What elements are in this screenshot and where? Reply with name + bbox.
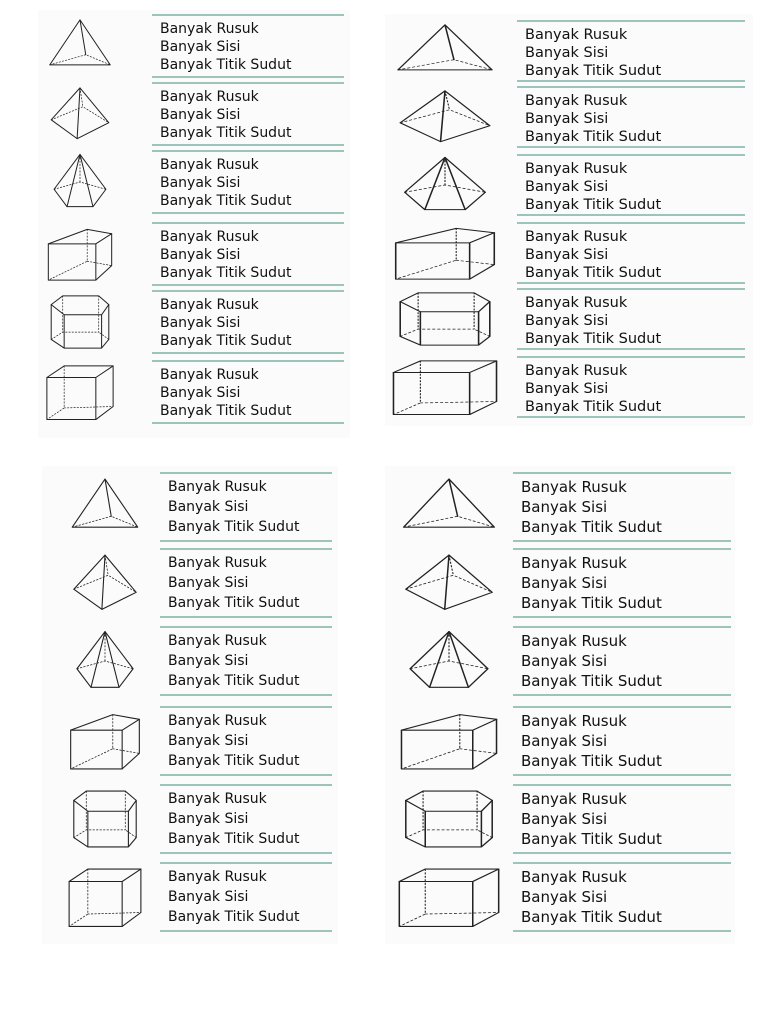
label-vertices: Banyak Titik Sudut	[160, 333, 292, 349]
label-vertices: Banyak Titik Sudut	[160, 125, 292, 141]
triangular-pyramid-drawing	[389, 22, 501, 80]
label-faces: Banyak Sisi	[525, 179, 609, 195]
worksheet-row	[38, 222, 350, 286]
pentagonal-prism-drawing	[395, 788, 503, 850]
label-vertices: Banyak Titik Sudut	[160, 265, 292, 281]
label-faces: Banyak Sisi	[525, 313, 609, 329]
label-edges: Banyak Rusuk	[525, 363, 628, 379]
label-vertices: Banyak Titik Sudut	[160, 193, 292, 209]
pentagonal-prism-drawing	[66, 788, 144, 850]
worksheet-row	[38, 290, 350, 354]
worksheet-row	[38, 150, 350, 214]
label-edges: Banyak Rusuk	[160, 229, 259, 245]
square-pyramid-drawing	[395, 552, 503, 614]
property-card	[152, 82, 344, 146]
panel-top-right	[385, 14, 753, 426]
label-vertices: Banyak Titik Sudut	[521, 672, 662, 690]
label-faces: Banyak Sisi	[160, 315, 241, 331]
property-card	[160, 784, 332, 854]
property-card	[152, 150, 344, 214]
worksheet-row	[385, 862, 735, 932]
panel-top-left	[38, 10, 350, 438]
worksheet-row	[385, 222, 753, 284]
label-faces: Banyak Sisi	[160, 385, 241, 401]
label-edges: Banyak Rusuk	[160, 367, 259, 383]
label-vertices: Banyak Titik Sudut	[525, 197, 662, 213]
triangular-prism-drawing	[389, 224, 501, 282]
property-card	[517, 154, 745, 216]
property-card	[152, 14, 344, 78]
label-faces: Banyak Sisi	[521, 574, 608, 592]
label-faces: Banyak Sisi	[160, 175, 241, 191]
label-edges: Banyak Rusuk	[525, 27, 628, 43]
square-pyramid-drawing	[66, 552, 144, 614]
label-edges: Banyak Rusuk	[525, 229, 628, 245]
label-edges: Banyak Rusuk	[168, 479, 267, 495]
label-vertices: Banyak Titik Sudut	[168, 595, 300, 611]
panel-bottom-left	[42, 466, 338, 944]
label-faces: Banyak Sisi	[160, 247, 241, 263]
label-edges: Banyak Rusuk	[521, 554, 627, 572]
property-card	[160, 862, 332, 932]
cuboid-drawing	[44, 363, 116, 421]
triangular-prism-drawing	[44, 225, 116, 283]
label-vertices: Banyak Titik Sudut	[168, 673, 300, 689]
label-edges: Banyak Rusuk	[168, 633, 267, 649]
property-card	[160, 626, 332, 696]
pentagonal-prism-drawing	[389, 290, 501, 348]
pentagonal-pyramid-drawing	[66, 630, 144, 692]
property-card	[513, 626, 731, 696]
pentagonal-pyramid-drawing	[44, 153, 116, 211]
label-vertices: Banyak Titik Sudut	[521, 752, 662, 770]
label-faces: Banyak Sisi	[521, 498, 608, 516]
property-card	[152, 222, 344, 286]
property-card	[517, 222, 745, 284]
pentagonal-pyramid-drawing	[395, 630, 503, 692]
label-edges: Banyak Rusuk	[160, 157, 259, 173]
triangular-prism-drawing	[395, 710, 503, 772]
worksheet-row	[385, 288, 753, 350]
label-faces: Banyak Sisi	[168, 733, 249, 749]
panel-bottom-right	[385, 466, 735, 944]
cuboid-drawing	[66, 866, 144, 928]
pentagonal-pyramid-drawing	[389, 156, 501, 214]
label-vertices: Banyak Titik Sudut	[525, 63, 662, 79]
label-edges: Banyak Rusuk	[168, 555, 267, 571]
label-edges: Banyak Rusuk	[525, 93, 628, 109]
label-vertices: Banyak Titik Sudut	[168, 909, 300, 925]
property-card	[152, 290, 344, 354]
worksheet-row	[42, 548, 338, 618]
property-card	[513, 862, 731, 932]
worksheet-row	[42, 706, 338, 776]
property-card	[513, 706, 731, 776]
label-faces: Banyak Sisi	[525, 45, 609, 61]
label-vertices: Banyak Titik Sudut	[160, 403, 292, 419]
worksheet-row	[385, 784, 735, 854]
label-vertices: Banyak Titik Sudut	[160, 57, 292, 73]
label-faces: Banyak Sisi	[168, 811, 249, 827]
worksheet-row	[38, 14, 350, 78]
label-edges: Banyak Rusuk	[168, 869, 267, 885]
property-card	[517, 288, 745, 350]
label-faces: Banyak Sisi	[525, 247, 609, 263]
worksheet-row	[42, 626, 338, 696]
label-edges: Banyak Rusuk	[168, 791, 267, 807]
label-faces: Banyak Sisi	[521, 732, 608, 750]
worksheet-row	[385, 472, 735, 542]
property-card	[513, 784, 731, 854]
square-pyramid-drawing	[389, 88, 501, 146]
worksheet-row	[385, 356, 753, 418]
label-faces: Banyak Sisi	[160, 107, 241, 123]
label-edges: Banyak Rusuk	[160, 89, 259, 105]
label-vertices: Banyak Titik Sudut	[525, 265, 662, 281]
property-card	[517, 86, 745, 148]
label-faces: Banyak Sisi	[160, 39, 241, 55]
label-edges: Banyak Rusuk	[525, 161, 628, 177]
property-card	[160, 472, 332, 542]
label-vertices: Banyak Titik Sudut	[525, 129, 662, 145]
label-faces: Banyak Sisi	[525, 111, 609, 127]
worksheet-row	[38, 82, 350, 146]
label-edges: Banyak Rusuk	[168, 713, 267, 729]
label-vertices: Banyak Titik Sudut	[521, 830, 662, 848]
label-faces: Banyak Sisi	[521, 652, 608, 670]
label-faces: Banyak Sisi	[521, 810, 608, 828]
worksheet-row	[42, 472, 338, 542]
label-edges: Banyak Rusuk	[521, 712, 627, 730]
worksheet-row	[38, 360, 350, 424]
label-vertices: Banyak Titik Sudut	[521, 594, 662, 612]
cuboid-drawing	[395, 866, 503, 928]
property-card	[513, 548, 731, 618]
label-edges: Banyak Rusuk	[160, 297, 259, 313]
worksheet-row	[385, 86, 753, 148]
label-vertices: Banyak Titik Sudut	[521, 518, 662, 536]
label-vertices: Banyak Titik Sudut	[168, 519, 300, 535]
label-faces: Banyak Sisi	[168, 499, 249, 515]
label-vertices: Banyak Titik Sudut	[168, 753, 300, 769]
label-vertices: Banyak Titik Sudut	[521, 908, 662, 926]
worksheet-row	[385, 154, 753, 216]
worksheet-row	[385, 548, 735, 618]
label-faces: Banyak Sisi	[525, 381, 609, 397]
property-card	[513, 472, 731, 542]
cuboid-drawing	[389, 358, 501, 416]
worksheet-row	[42, 862, 338, 932]
worksheet-row	[385, 626, 735, 696]
triangular-pyramid-drawing	[44, 17, 116, 75]
property-card	[152, 360, 344, 424]
triangular-prism-drawing	[66, 710, 144, 772]
label-faces: Banyak Sisi	[168, 653, 249, 669]
label-vertices: Banyak Titik Sudut	[168, 831, 300, 847]
label-edges: Banyak Rusuk	[521, 868, 627, 886]
triangular-pyramid-drawing	[66, 476, 144, 538]
worksheet-row	[385, 20, 753, 82]
label-faces: Banyak Sisi	[168, 575, 249, 591]
pentagonal-prism-drawing	[44, 293, 116, 351]
label-edges: Banyak Rusuk	[521, 632, 627, 650]
property-card	[517, 20, 745, 82]
property-card	[160, 548, 332, 618]
label-edges: Banyak Rusuk	[525, 295, 628, 311]
label-vertices: Banyak Titik Sudut	[525, 399, 662, 415]
square-pyramid-drawing	[44, 85, 116, 143]
label-faces: Banyak Sisi	[168, 889, 249, 905]
worksheet-row	[385, 706, 735, 776]
triangular-pyramid-drawing	[395, 476, 503, 538]
label-faces: Banyak Sisi	[521, 888, 608, 906]
label-edges: Banyak Rusuk	[521, 790, 627, 808]
property-card	[160, 706, 332, 776]
label-vertices: Banyak Titik Sudut	[525, 331, 662, 347]
label-edges: Banyak Rusuk	[160, 21, 259, 37]
property-card	[517, 356, 745, 418]
worksheet-row	[42, 784, 338, 854]
label-edges: Banyak Rusuk	[521, 478, 627, 496]
